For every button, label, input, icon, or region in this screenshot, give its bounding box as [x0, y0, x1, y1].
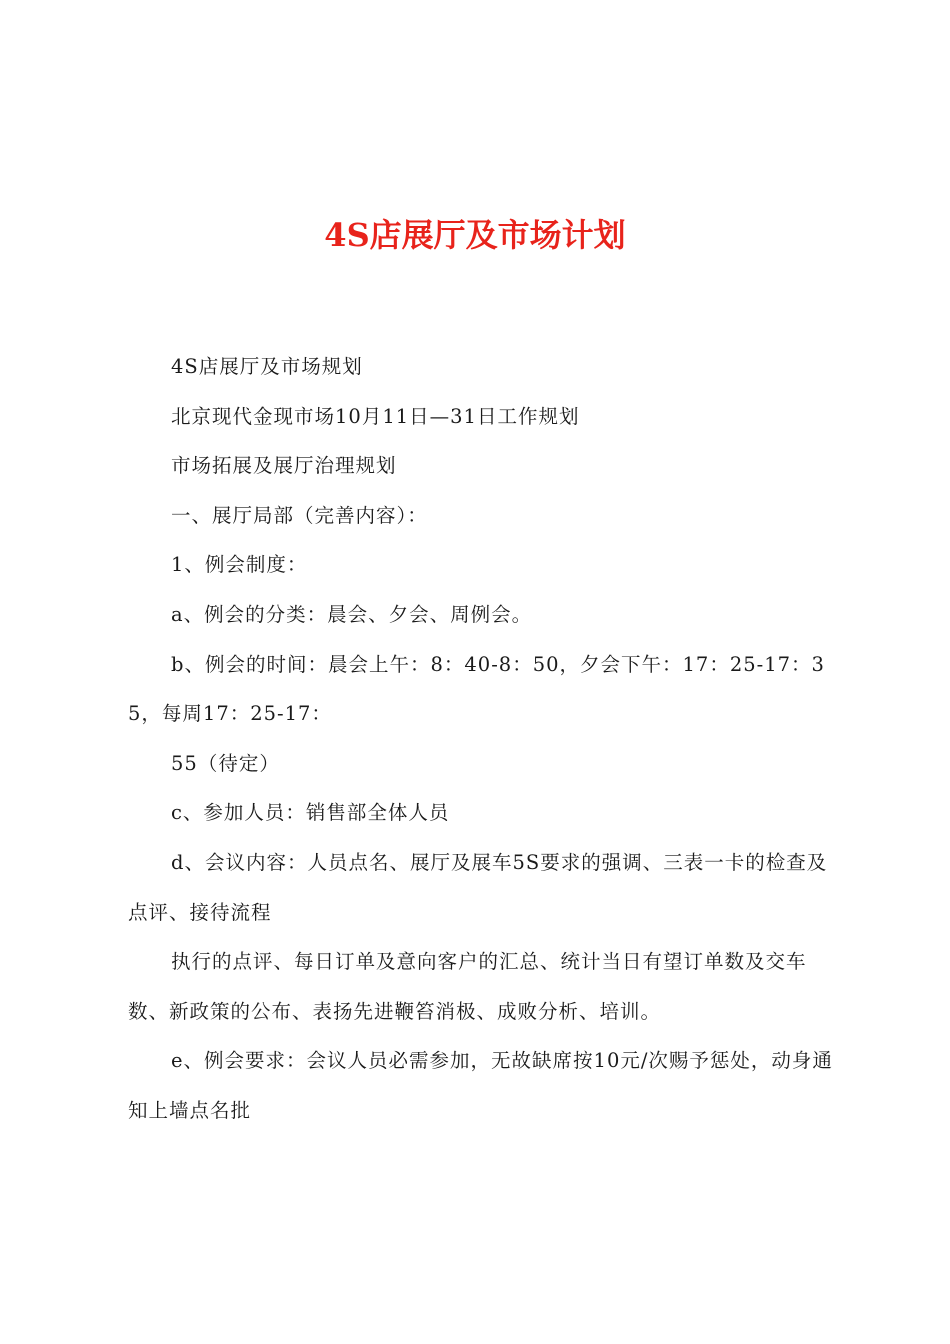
document-title: 4S店展厅及市场计划: [324, 216, 626, 254]
document-body: [128, 342, 834, 1136]
paragraph-meeting-types: a、例会的分类：晨会、夕会、周例会。: [171, 602, 533, 626]
paragraph-period: 北京现代金现市场10月11日—31日工作规划: [171, 404, 580, 428]
paragraph-meeting-requirements: e、例会要求：会议人员必需参加，无故缺席按10元/次赐予惩处，动身通知上墙点名批: [128, 1049, 833, 1122]
paragraph-meeting-content: d、会议内容：人员点名、展厅及展车5S要求的强调、三表一卡的检查及点评、接待流程: [128, 850, 828, 924]
paragraph-meeting-time: b、例会的时间：晨会上午：8：40-8：50，夕会下午：17：25-17：35，每周17：25-17：: [128, 652, 825, 726]
paragraph-part-one: 一、展厅局部（完善内容）：: [171, 503, 428, 527]
paragraph-meeting-system: 1、例会制度：: [171, 553, 308, 577]
paragraph-subtitle: 4S店展厅及市场规划: [171, 355, 363, 378]
paragraph-tbd: 55（待定）: [171, 751, 280, 775]
paragraph-section-heading: 市场拓展及展厅治理规划: [171, 454, 397, 478]
paragraph-meeting-content-cont: 执行的点评、每日订单及意向客户的汇总、统计当日有望订单数及交车数、新政策的公布、表扬先进鞭笞消极、成败分析、培训。: [128, 950, 807, 1023]
paragraph-participants: c、参加人员：销售部全体人员: [171, 801, 450, 825]
